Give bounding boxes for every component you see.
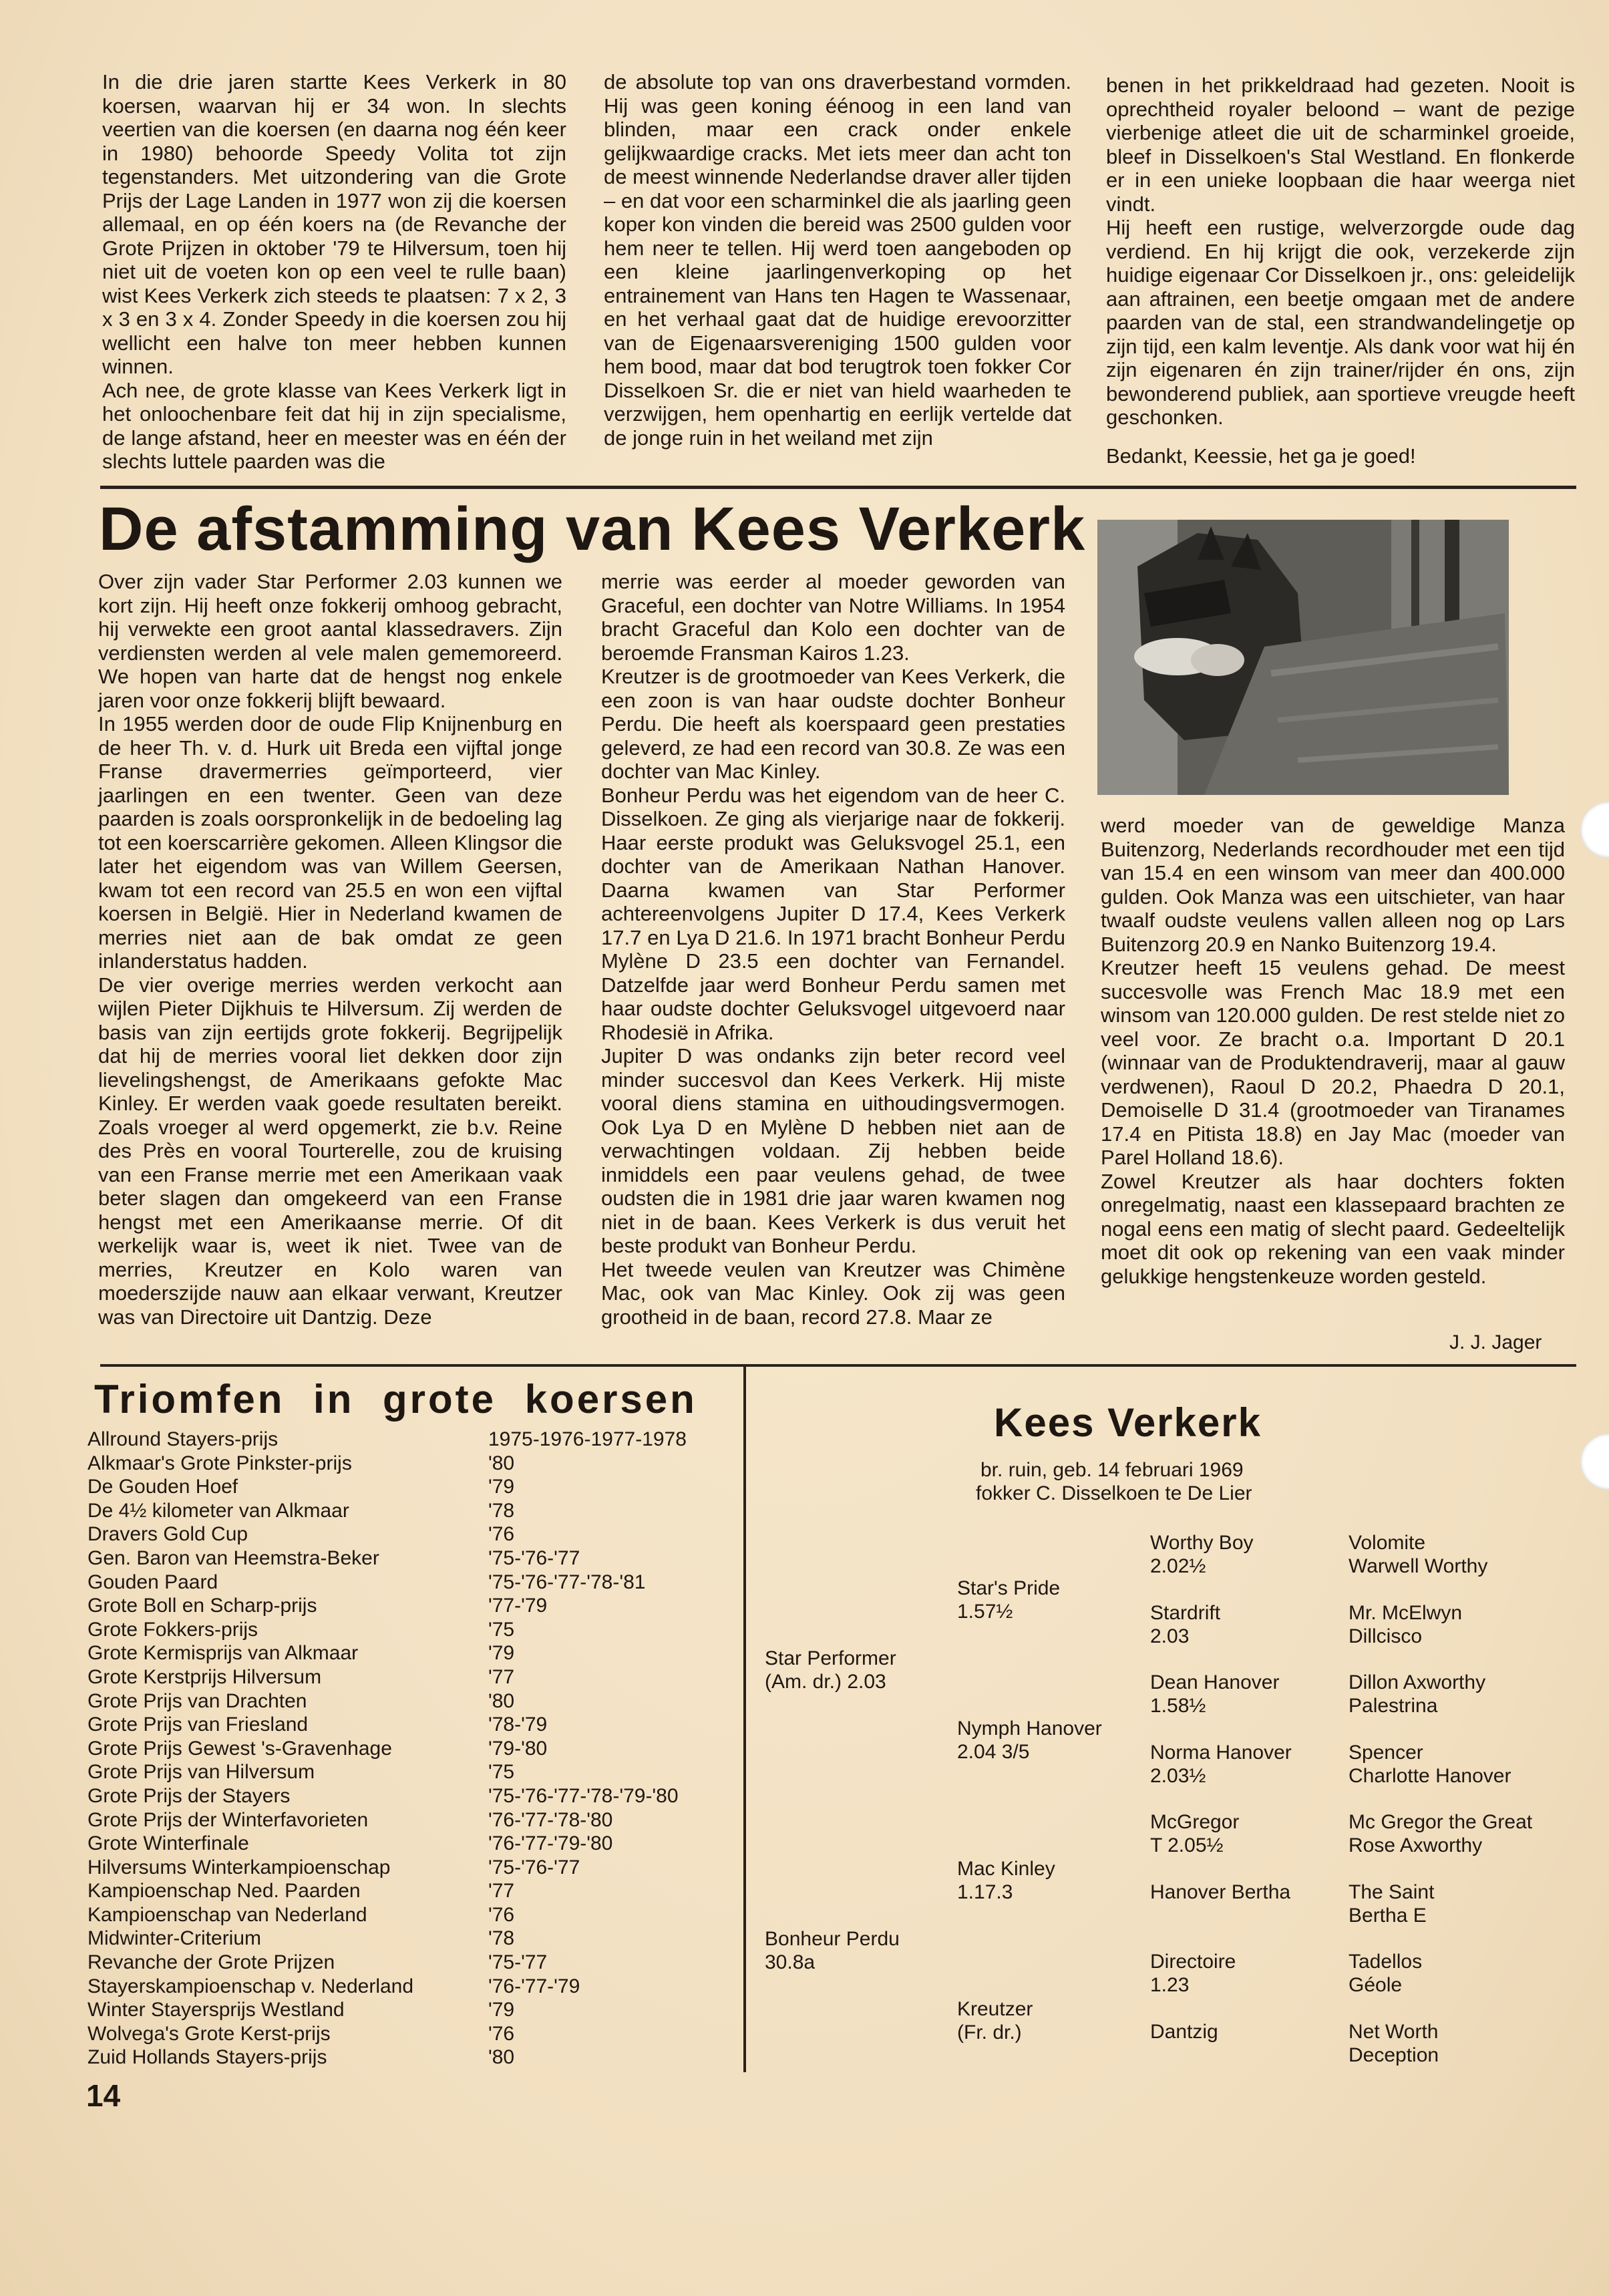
triomf-item [87,1903,742,1927]
pedigree-breeder: fokker C. Disselkoen te De Lier [976,1482,1252,1504]
race-name: Alkmaar's Grote Pinkster-prijs [87,1452,352,1474]
race-years: '77-'79 [488,1595,548,1617]
top-article-column-2 [604,70,1071,450]
great-grandparent: Dean Hanover [1150,1671,1280,1693]
paragraph: In die drie jaren startte Kees Verkerk in 80 koersen, waarvan hij er 34 won. In slechts veertien van die koersen (en daarna nog één keer in 1980) behoorde Speedy Volita tot zijn tegenstanders. Met uitzondering van die Grote Prijs der Lage Landen in 1977 won zij die koersen allemaal, en op één koers na (de Revanche der Grote Prijzen in oktober '79 te Hilversum, toen hij niet uit de voeten kon op een veel te rulle baan) wist Kees Verkerk zich steeds te plaatsen: 7 x 2, 3 x 3 en 3 x 4. Zonder Speedy in die koersen zou hij wellicht een halve ton meer hebben kunnen winnen. [102,70,566,378]
race-years: '75-'77 [488,1951,548,1974]
triomfen-list [87,1428,742,2070]
great-great-grandsire: Dillon Axworthy [1349,1671,1486,1693]
race-years: '75 [488,1761,515,1784]
great-great-grandsire: Mc Gregor the Great [1349,1811,1533,1833]
great-great-granddam: Warwell Worthy [1349,1555,1488,1577]
sire: Star Performer [765,1647,896,1669]
race-name: De 4½ kilometer van Alkmaar [87,1499,349,1522]
race-years: '76 [488,1523,515,1546]
race-name: Grote Prijs der Stayers [87,1784,291,1807]
sire-record: (Am. dr.) 2.03 [765,1671,886,1693]
punch-hole [1580,1434,1609,1490]
grandparent-record: (Fr. dr.) [957,2021,1022,2043]
triomf-item [87,1713,742,1737]
paragraph: benen in het prikkeldraad had gezeten. Nooit is oprechtheid royaler beloond – want de pezige vierbenige atleet die uit de scharminkel groeide, bleef in Disselkoen's Stal Westland. En flonkerde er in een unieke loopbaan die haar weerga niet vindt. [1106,73,1575,216]
triomfen-heading: Triomfen in grote koersen [94,1377,697,1422]
article-headline: De afstamming van Kees Verkerk [99,495,1086,563]
race-name: Grote Prijs der Winterfavorieten [87,1808,369,1831]
page-number: 14 [86,2078,121,2113]
great-grandparent: Directoire [1150,1951,1236,1973]
race-years: '77 [488,1880,515,1903]
great-great-grandsire: The Saint [1349,1881,1435,1903]
great-grandparent-record: 1.23 [1150,1974,1190,1996]
dam: Bonheur Perdu [765,1928,900,1950]
great-great-grandsire: Tadellos [1349,1951,1423,1973]
top-article-column-3 [1106,73,1575,468]
section-divider [100,486,1576,489]
great-grandparent-record: 2.02½ [1150,1555,1206,1577]
triomf-item [87,1737,742,1761]
paragraph: Het tweede veulen van Kreutzer was Chimène Mac, ook van Mac Kinley. Ook zij was geen grootheid in de baan, record 27.8. Maar ze [601,1257,1065,1329]
column-divider [743,1364,746,2072]
race-name: Revanche der Grote Prijzen [87,1951,335,1974]
triomf-item [87,1522,742,1546]
afstamming-column-3 [1101,814,1565,1288]
race-name: Grote Kerstprijs Hilversum [87,1665,322,1688]
race-years: '75-'76-'77 [488,1856,580,1878]
great-grandparent-record: T 2.05½ [1150,1834,1224,1856]
top-article-column-1 [102,70,566,474]
paragraph: In 1955 werden door de oude Flip Knijnenburg en de heer Th. v. d. Hurk uit Breda een vijftal jonge Franse dravermerries geïmporteerd, vier jaarlingen en een twenter. Geen van deze paarden is zoals oorspronkelijk in de bedoeling lag tot een koerscarrière gekomen. Alleen Klingsor die later het eigendom was van Willem Geersen, kwam tot een record van 25.5 en won een vijftal koersen in België. Hier in Nederland kwamen de merries niet aan de bak omdat ze geen inlanderstatus hadden. [98,712,562,973]
paragraph: De vier overige merries werden verkocht aan wijlen Pieter Dijkhuis te Hilversum. Zij werden de basis van zijn eertijds grote fokkerij. Begrijpelijk dat hij de merries vooral liet dekken door zijn lievelingshengst, de Amerikaans gefokte Mac Kinley. Er werden vaak goede resultaten bereikt. Zoals vroeger al werd opgemerkt, zie b.v. Reine des Près en vooral Tourterelle, zou de kruising van een Franse merrie met een Amerikaan vaak beter slagen dan omgekeerd van een Franse hengst met een Amerikaanse merrie. Of dit werkelijk waar is, weet ik niet. Twee van de merries, Kreutzer en Kolo waren van moederszijde nauw aan elkaar verwant, Kreutzer was van Directoire uit Dantzig. Deze [98,973,562,1329]
race-name: Winter Stayersprijs Westland [87,1999,345,2021]
great-grandparent: Stardrift [1150,1602,1221,1624]
paragraph: Bonheur Perdu was het eigendom van de heer C. Disselkoen. Ze ging als vierjarige naar de fokkerij. Haar eerste produkt was Geluksvogel 25.1, een dochter van de Amerikaan Nathan Hanover. Daarna kwamen van Star Performer achtereenvolgens Jupiter D 17.4, Kees Verkerk 17.7 en Lya D 21.6. In 1971 bracht Bonheur Perdu Mylène D 23.5 een dochter van Fernandel. Datzelfde jaar werd Bonheur Perdu samen met haar oudste dochter Geluksvogel uitgevoerd naar Rhodesië in Afrika. [601,783,1065,1044]
race-name: Grote Prijs van Drachten [87,1689,307,1712]
race-years: '75-'76-'77-'78-'81 [488,1571,646,1593]
triomf-item [87,1499,742,1523]
race-years: '76 [488,2022,515,2045]
great-great-grandsire: Spencer [1349,1742,1423,1764]
paragraph: Over zijn vader Star Performer 2.03 kunnen we kort zijn. Hij heeft onze fokkerij omhoog gebracht, hij verwekte een groot aantal klassedravers. Zijn verdiensten werden al vele malen gememoreerd. We hopen van harte dat de hengst nog enkele jaren voor onze fokkerij blijft bewaard. [98,570,562,712]
race-name: Stayerskampioenschap v. Nederland [87,1975,414,1997]
race-years: 1975-1976-1977-1978 [488,1428,687,1450]
pedigree-info: br. ruin, geb. 14 februari 1969 [980,1459,1244,1481]
great-grandparent-record: 2.03 [1150,1625,1190,1647]
triomf-item [87,1546,742,1571]
paragraph: Zowel Kreutzer als haar dochters fokten onregelmatig, naast een klassepaard brachten ze nogal eens een matig of slecht paard. Gedeeltelijk moet dit ook op rekening van een vaak minder gelukkige hengstenkeuze worden gesteld. [1101,1169,1565,1288]
race-years: '75 [488,1618,515,1641]
great-great-granddam: Bertha E [1349,1905,1427,1927]
race-years: '78 [488,1927,515,1950]
race-years: '76 [488,1903,515,1926]
race-years: '80 [488,2046,515,2069]
race-years: '80 [488,1689,515,1712]
great-great-granddam: Géole [1349,1974,1403,1996]
race-name: Grote Winterfinale [87,1832,249,1855]
race-name: Grote Kermisprijs van Alkmaar [87,1642,359,1665]
great-great-grandsire: Volomite [1349,1532,1426,1554]
paragraph: Jupiter D was ondanks zijn beter record veel minder succesvol dan Kees Verkerk. Hij miste vooral diens stamina en uithoudingsvermogen. Ook Lya D en Mylène D hebben niet aan de verwachtingen voldaan. Zij hebben beide inmiddels een paar veulens gehad, de twee oudsten die in 1981 drie jaar waren kwamen nog niet in de baan. Kees Verkerk is dus veruit het beste produkt van Bonheur Perdu. [601,1044,1065,1257]
triomf-item [87,1689,742,1713]
race-years: '76-'77-'78-'80 [488,1808,613,1831]
great-grandparent-record: 2.03½ [1150,1765,1206,1787]
race-name: Kampioenschap Ned. Paarden [87,1880,361,1903]
triomf-item [87,1856,742,1880]
great-great-grandsire: Net Worth [1349,2021,1439,2043]
triomf-item [87,1808,742,1832]
great-grandparent-record: 1.58½ [1150,1695,1206,1717]
great-great-granddam: Charlotte Hanover [1349,1765,1511,1787]
triomf-item [87,2045,742,2070]
race-years: '78 [488,1499,515,1522]
paragraph: Ach nee, de grote klasse van Kees Verkerk ligt in het onloochenbare feit dat hij in zijn specialisme, de lange afstand, heer en meester was en één der slechts luttele paarden was die [102,378,566,473]
great-great-grandsire: Mr. McElwyn [1349,1602,1463,1624]
great-grandparent: McGregor [1150,1811,1240,1833]
triomf-item [87,1475,742,1499]
great-great-granddam: Rose Axworthy [1349,1834,1483,1856]
race-years: '76-'77-'79 [488,1975,580,1997]
paragraph: Kreutzer is de grootmoeder van Kees Verkerk, die een zoon is van haar oudste dochter Bonheur Perdu. Die heeft als koerspaard geen prestaties geleverd, ze had een record van 30.8. Ze was een dochter van Mac Kinley. [601,665,1065,783]
grandparent: Kreutzer [957,1998,1033,2020]
race-name: Grote Fokkers-prijs [87,1618,258,1641]
race-years: '75-'76-'77 [488,1546,580,1569]
triomf-item [87,1641,742,1665]
grandparent-record: 1.17.3 [957,1881,1013,1903]
race-years: '79 [488,1476,515,1498]
race-name: Allround Stayers-prijs [87,1428,279,1450]
triomf-item [87,1927,742,1951]
punch-hole [1580,802,1609,858]
grandparent: Star's Pride [957,1577,1061,1599]
great-grandparent: Norma Hanover [1150,1742,1292,1764]
race-name: Grote Prijs Gewest 's-Gravenhage [87,1737,392,1760]
race-name: Dravers Gold Cup [87,1523,248,1546]
race-years: '78-'79 [488,1713,548,1736]
triomf-item [87,1879,742,1903]
triomf-item [87,2022,742,2046]
paragraph: de absolute top van ons draverbestand vormden. Hij was geen koning éénoog in een land van blinden, maar een crack onder enkele gelijkwaardige cracks. Met iets meer dan acht ton de meest winnende Nederlandse draver aller tijden – en dat voor een scharminkel die als jaarling geen koper kon vinden die bereid was 2500 gulden voor hem neer te tellen. Hij werd toen aangeboden op een kleine jaarlingenverkoping op het entrainement van Hans ten Hagen te Wassenaar, en het verhaal gaat dat de huidige erevoorzitter van de Eigenaarsvereniging 1500 gulden voor hem bood, maar dat bod terugtrok toen fokker Cor Disselkoen Sr. die er niet van hield waarheden te verzwijgen, hem openhartig en eerlijk vertelde dat de jonge ruin in het weiland met zijn [604,70,1071,450]
race-years: '79 [488,1999,515,2021]
triomf-item [87,1760,742,1784]
race-name: Hilversums Winterkampioenschap [87,1856,391,1878]
pedigree-heading: Kees Verkerk [994,1400,1262,1445]
paragraph: werd moeder van de geweldige Manza Buitenzorg, Nederlands recordhouder met een tijd van 15.4 en een winsom van meer dan 400.000 gulden. Ook Manza was een uitschieter, van haar twaalf oudste veulens vallen alleen nog op Lars Buitenzorg 20.9 en Nanko Buitenzorg 19.4. [1101,814,1565,956]
triomf-item [87,1594,742,1618]
race-name: Kampioenschap van Nederland [87,1903,367,1926]
triomf-item [87,1452,742,1476]
paragraph: Kreutzer heeft 15 veulens gehad. De meest succesvolle was French Mac 18.9 met een winsom van 120.000 gulden. De rest stelde niet zo veel voor. Ze bracht o.a. Important D 20.1 (winnaar van de Produktendraverij, maar al gauw verdwenen), Raoul D 20.2, Phaedra D 20.1, Demoiselle D 31.4 (grootmoeder van Tiranames 17.4 en Pitista 18.8) en Jay Mac (moeder van Parel Holland 18.6). [1101,956,1565,1169]
great-great-granddam: Dillcisco [1349,1625,1423,1647]
great-grandparent: Worthy Boy [1150,1532,1254,1554]
grandparent-record: 2.04 3/5 [957,1741,1030,1763]
triomf-item [87,1571,742,1595]
closing-line: Bedankt, Keessie, het ga je goed! [1106,444,1416,468]
grandparent-record: 1.57½ [957,1601,1013,1623]
great-great-granddam: Deception [1349,2044,1439,2066]
horse-head-illustration [1097,520,1509,795]
horse-photo [1097,520,1509,795]
race-name: Gen. Baron van Heemstra-Beker [87,1546,379,1569]
grandparent: Nymph Hanover [957,1717,1102,1740]
race-name: De Gouden Hoef [87,1476,238,1498]
paragraph: Hij heeft een rustige, welverzorgde oude dag verdiend. En hij krijgt die ook, verzekerde zijn huidige eigenaar Cor Disselkoen jr., ons: geleidelijk aan aftrainen, een beetje omgaan met de andere paarden van de stal, een strandwandelingetje op zijn tijd, een kalm leventje. Als dank voor wat hij én zijn eigenaren én zijn trainer/rijder én ons, zijn bewonderend publiek, aan sportieve vreugde heeft geschonken. [1106,216,1575,429]
race-years: '80 [488,1452,515,1474]
great-great-granddam: Palestrina [1349,1695,1438,1717]
great-grandparent: Dantzig [1150,2021,1218,2043]
race-name: Gouden Paard [87,1571,218,1593]
race-years: '79-'80 [488,1737,548,1760]
race-name: Grote Prijs van Hilversum [87,1761,315,1784]
race-name: Grote Boll en Scharp-prijs [87,1595,317,1617]
author-signature: J. J. Jager [1449,1331,1542,1353]
race-years: '76-'77-'79-'80 [488,1832,613,1855]
dam-record: 30.8a [765,1951,816,1973]
race-name: Wolvega's Grote Kerst-prijs [87,2022,331,2045]
triomf-item [87,1665,742,1689]
triomf-item [87,1784,742,1808]
afstamming-column-2 [601,570,1065,1329]
paragraph: merrie was eerder al moeder geworden van Graceful, een dochter van Notre Williams. In 1954 bracht Graceful dan Kolo een dochter van de beroemde Fransman Kairos 1.23. [601,570,1065,665]
triomf-item [87,1975,742,1999]
afstamming-column-1 [98,570,562,1329]
triomf-item [87,1998,742,2022]
grandparent: Mac Kinley [957,1858,1055,1880]
section-divider [100,1364,1576,1367]
race-years: '75-'76-'77-'78-'79-'80 [488,1784,679,1807]
race-years: '77 [488,1665,515,1688]
race-name: Zuid Hollands Stayers-prijs [87,2046,327,2069]
race-years: '79 [488,1642,515,1665]
triomf-item [87,1618,742,1642]
race-name: Grote Prijs van Friesland [87,1713,309,1736]
race-name: Midwinter-Criterium [87,1927,262,1950]
great-grandparent: Hanover Bertha [1150,1881,1291,1903]
triomf-item [87,1832,742,1856]
triomf-item [87,1428,742,1452]
triomf-item [87,1951,742,1975]
